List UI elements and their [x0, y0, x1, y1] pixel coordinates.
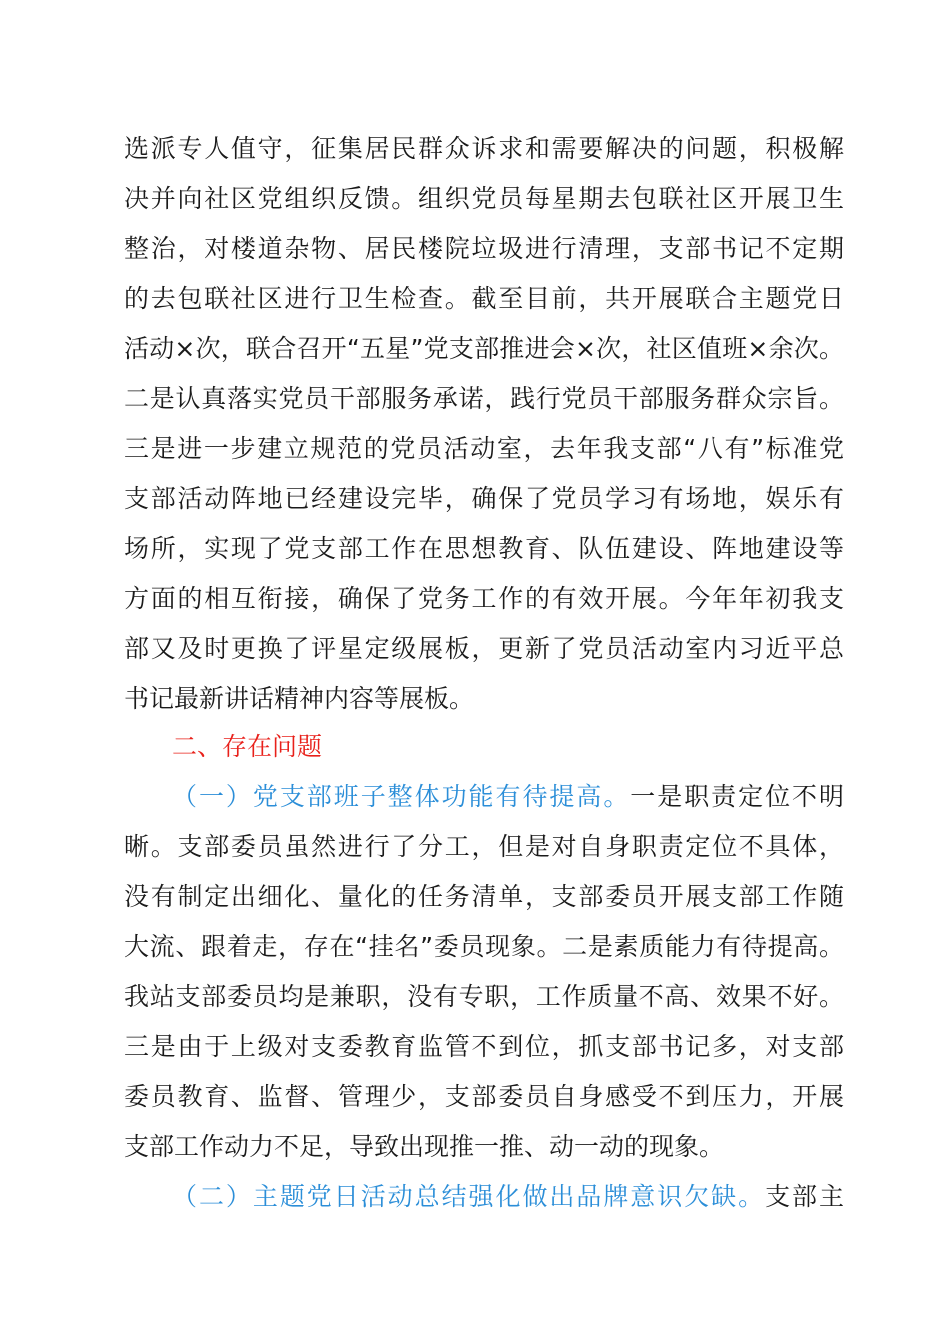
paragraph-line: 选派专人值守，征集居民群众诉求和需要解决的问题，积极解 — [124, 134, 844, 163]
paragraph-line: 书记最新讲话精神内容等展板。 — [124, 684, 475, 713]
paragraph-line: 场所，实现了党支部工作在思想教育、队伍建设、阵地建设等 — [124, 534, 844, 563]
paragraph-line: 支部活动阵地已经建设完毕，确保了党员学习有场地，娱乐有 — [124, 484, 844, 513]
paragraph-line: 三是由于上级对支委教育监管不到位，抓支部书记多，对支部 — [124, 1032, 844, 1061]
subsection-text: 支部主 — [765, 1182, 844, 1211]
paragraph-line: 我站支部委员均是兼职，没有专职，工作质量不高、效果不好。 — [124, 982, 844, 1011]
section-heading: 二、存在问题 — [172, 732, 323, 761]
subsection-text: 一是职责定位不明 — [630, 782, 844, 811]
paragraph-line: 决并向社区党组织反馈。组织党员每星期去包联社区开展卫生 — [124, 184, 844, 213]
paragraph-line: 二是认真落实党员干部服务承诺，践行党员干部服务群众宗旨。 — [124, 384, 844, 413]
subsection-title: （一）党支部班子整体功能有待提高。 — [172, 782, 631, 811]
paragraph-line: 没有制定出细化、量化的任务清单，支部委员开展支部工作随 — [124, 882, 844, 911]
paragraph-line: 大流、跟着走，存在“挂名”委员现象。二是素质能力有待提高。 — [124, 932, 844, 961]
paragraph-line: 晰。支部委员虽然进行了分工，但是对自身职责定位不具体， — [124, 832, 844, 861]
paragraph-line: 支部工作动力不足，导致出现推一推、动一动的现象。 — [124, 1132, 725, 1161]
paragraph-line: 委员教育、监督、管理少，支部委员自身感受不到压力，开展 — [124, 1082, 844, 1111]
subsection-title: （二）主题党日活动总结强化做出品牌意识欠缺。 — [172, 1182, 766, 1211]
paragraph-line: 整治，对楼道杂物、居民楼院垃圾进行清理，支部书记不定期 — [124, 234, 844, 263]
paragraph-line: 的去包联社区进行卫生检查。截至目前，共开展联合主题党日 — [124, 284, 844, 313]
subsection-first-line — [172, 1172, 844, 1222]
paragraph-line: 活动×次，联合召开“五星”党支部推进会×次，社区值班×余次。 — [124, 334, 844, 363]
subsection-first-line — [172, 772, 844, 822]
paragraph-line: 三是进一步建立规范的党员活动室，去年我支部“八有”标准党 — [124, 434, 844, 463]
paragraph-line: 方面的相互衔接，确保了党务工作的有效开展。今年年初我支 — [124, 584, 844, 613]
paragraph-line: 部又及时更换了评星定级展板，更新了党员活动室内习近平总 — [124, 634, 844, 663]
